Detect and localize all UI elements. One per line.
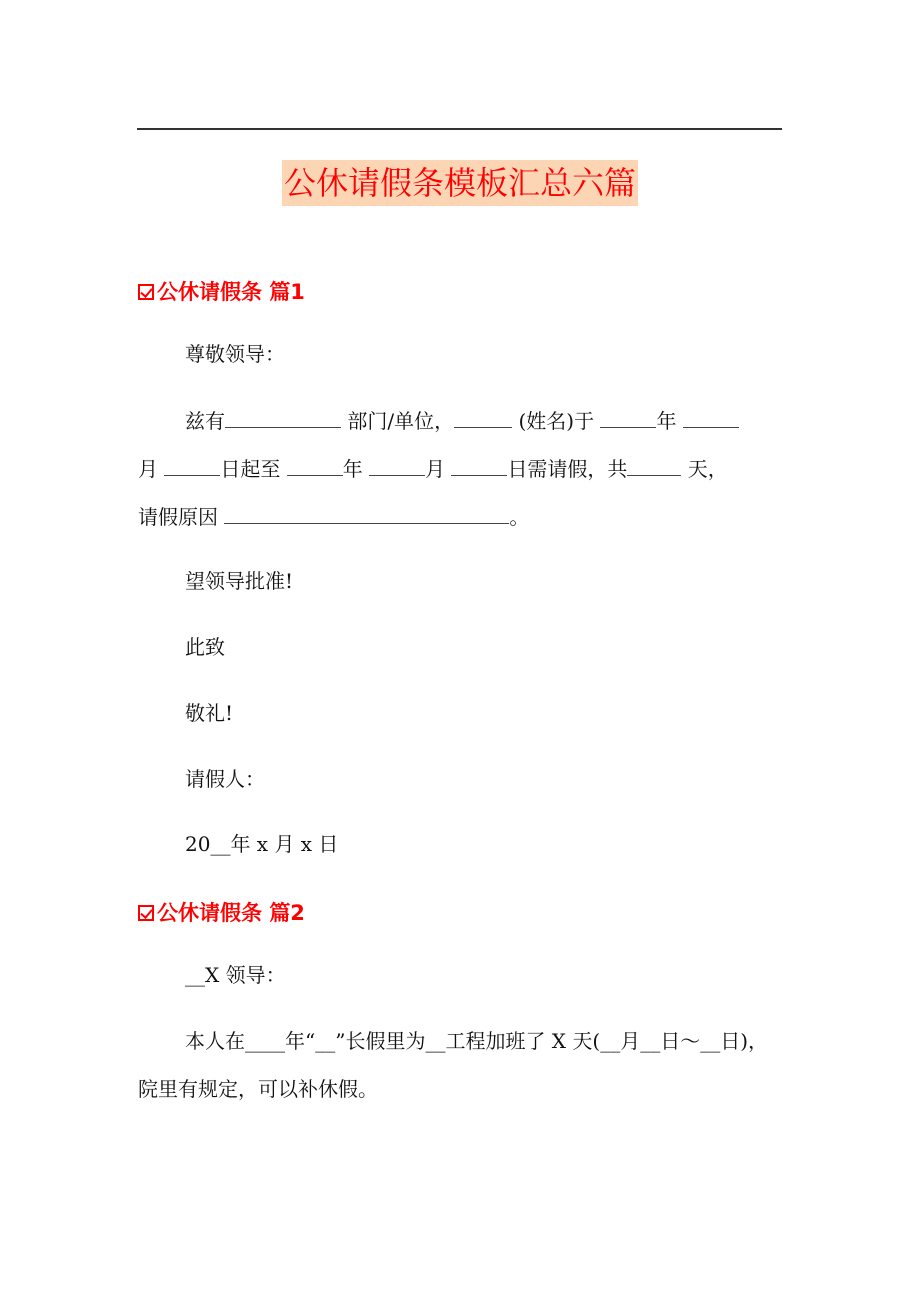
checkbox-icon xyxy=(138,905,154,921)
body-paragraph-1-line3 xyxy=(138,493,783,541)
section-heading-1 xyxy=(138,276,305,306)
heading-text: 公休请假条 xyxy=(157,901,262,925)
text: 月 xyxy=(425,457,446,481)
closing-line-1: 此致 xyxy=(185,635,225,659)
blank-month xyxy=(683,409,739,428)
salutation-2: __X 领导： xyxy=(185,963,286,987)
text: (姓名)于 xyxy=(518,409,595,433)
text: 月 xyxy=(138,457,158,481)
closing-line-2: 敬礼! xyxy=(185,701,234,725)
text: 。 xyxy=(509,505,530,529)
text: 日需请假，共 xyxy=(507,457,628,481)
text: 日起至 xyxy=(220,457,281,481)
heading-number: 篇2 xyxy=(269,901,305,925)
blank-day-to xyxy=(451,457,507,476)
blank-year xyxy=(600,409,656,428)
text: 兹有 xyxy=(185,409,225,433)
blank-name xyxy=(454,409,512,428)
body-paragraph-1-line2 xyxy=(138,445,783,493)
blank-days xyxy=(627,457,681,476)
body-paragraph-1 xyxy=(138,397,783,445)
document-title: 公休请假条模板汇总六篇 xyxy=(282,160,638,206)
text: 天， xyxy=(687,457,728,481)
blank-year-to xyxy=(287,457,343,476)
body-paragraph-2: 本人在____年“__”长假里为__工程加班了 X 天(__月__日～__日)，院里有规定，可以补休假。 xyxy=(138,1029,769,1101)
title-container xyxy=(0,160,920,206)
header-rule xyxy=(137,128,782,130)
text: 年 xyxy=(342,457,363,481)
text: 年 xyxy=(656,409,677,433)
date-line: 20__年 x 月 x 日 xyxy=(185,832,339,856)
salutation: 尊敬领导： xyxy=(185,342,285,366)
heading-number: 篇1 xyxy=(269,280,305,304)
blank-day xyxy=(164,457,220,476)
checkbox-icon xyxy=(138,284,154,300)
blank-department xyxy=(225,409,341,428)
blank-month-to xyxy=(369,457,425,476)
text: 部门/单位， xyxy=(347,409,455,433)
heading-text: 公休请假条 xyxy=(157,280,262,304)
text: 请假原因 xyxy=(138,505,218,529)
blank-reason xyxy=(224,505,509,524)
signer-line: 请假人： xyxy=(185,767,265,791)
section-heading-2 xyxy=(138,897,305,927)
approve-line: 望领导批准! xyxy=(185,569,294,593)
